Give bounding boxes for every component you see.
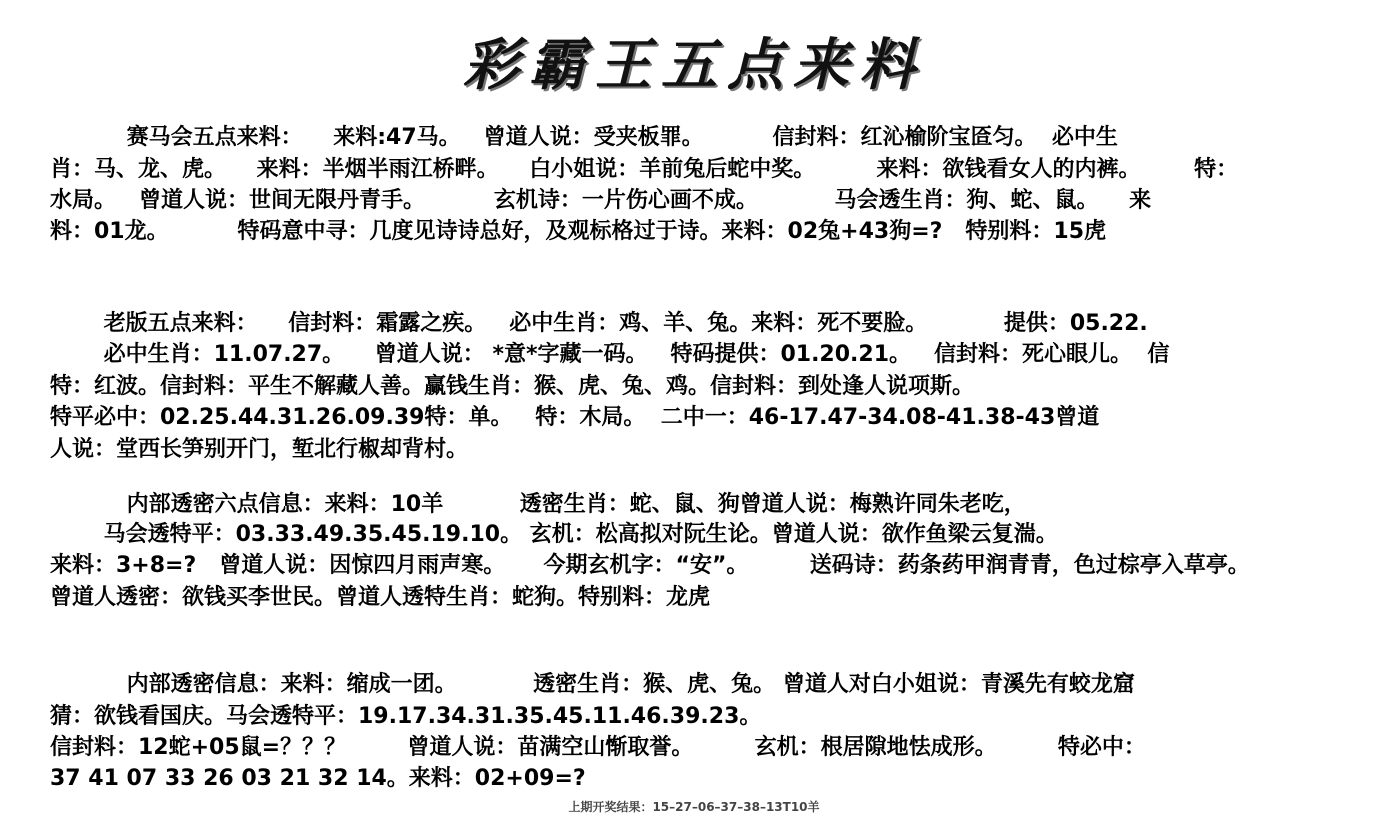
text-line: 料：01龙。 特码意中寻：几度见诗诗总好，及观标格过于诗。来料：02兔+43狗=? 特别料：15虎 <box>50 219 1107 244</box>
text-line: 赛马会五点来料： 来料:47马。 曾道人说：受夹板罪。 信封料：红沁榆阶宝匼匀。 必中生 <box>50 125 1118 150</box>
text-line: 猜：欲钱看国庆。马会透特平：19.17.34.31.35.45.11.46.39.23。 <box>50 704 762 729</box>
text-line: 肖：马、龙、虎。 来料：半烟半雨江桥畔。 白小姐说：羊前兔后蛇中奖。 来料：欲钱看女人的内裤。 特： <box>50 157 1239 182</box>
text-line: 老版五点来料： 信封料：霜露之疾。 必中生肖：鸡、羊、兔。来料：死不要脸。 提供：05.22. <box>50 311 1148 336</box>
text-line: 特平必中：02.25.44.31.26.09.39特：单。 特：木局。 二中一：46-17.47-34.08-41.38-43曾道 <box>50 405 1100 430</box>
text-line: 人说：堂西长笋别开门，堑北行椒却背村。 <box>50 437 469 462</box>
text-line: 特：红波。信封料：平生不解藏人善。赢钱生肖：猴、虎、兔、鸡。信封料：到处逢人说项斯。 <box>50 374 975 399</box>
text-line: 内部透密六点信息：来料：10羊 透密生肖：蛇、鼠、狗曾道人说：梅熟许同朱老吃， <box>50 492 1026 517</box>
text-line: 37 41 07 33 26 03 21 32 14。来料：02+09=? <box>50 766 586 791</box>
text-line: 水局。 曾道人说：世间无限丹青手。 玄机诗：一片伤心画不成。 马会透生肖：狗、蛇、鼠。 来 <box>50 188 1152 213</box>
text-line: 信封料：12蛇+05鼠=？？？ 曾道人说：苗满空山惭取誉。 玄机：根居隙地怯成形。 特必中： <box>50 735 1146 760</box>
text-line: 曾道人透密：欲钱买李世民。曾道人透特生肖：蛇狗。特别料：龙虎 <box>50 585 711 610</box>
text-line: 必中生肖：11.07.27。 曾道人说： *意*字藏一码。 特码提供：01.20.21。 信封料：死心眼儿。 信 <box>50 342 1170 367</box>
text-line: 内部透密信息：来料：缩成一团。 透密生肖：猴、虎、兔。 曾道人对白小姐说：青溪先有蛟龙窟 <box>50 672 1135 697</box>
last-draw-result: 上期开奖结果：15–27–06–37–38–13T10羊 <box>568 800 820 814</box>
text-line: 来料：3+8=? 曾道人说：因惊四月雨声寒。 今期玄机字：“安”。 送码诗：药条药甲润青青，色过棕亭入草亭。 <box>50 553 1250 578</box>
page-title: 彩霸王五点来料 <box>463 32 925 98</box>
text-line: 马会透特平：03.33.49.35.45.19.10。 玄机：松高拟对阮生论。曾道人说：欲作鱼梁云复湍。 <box>50 522 1058 547</box>
